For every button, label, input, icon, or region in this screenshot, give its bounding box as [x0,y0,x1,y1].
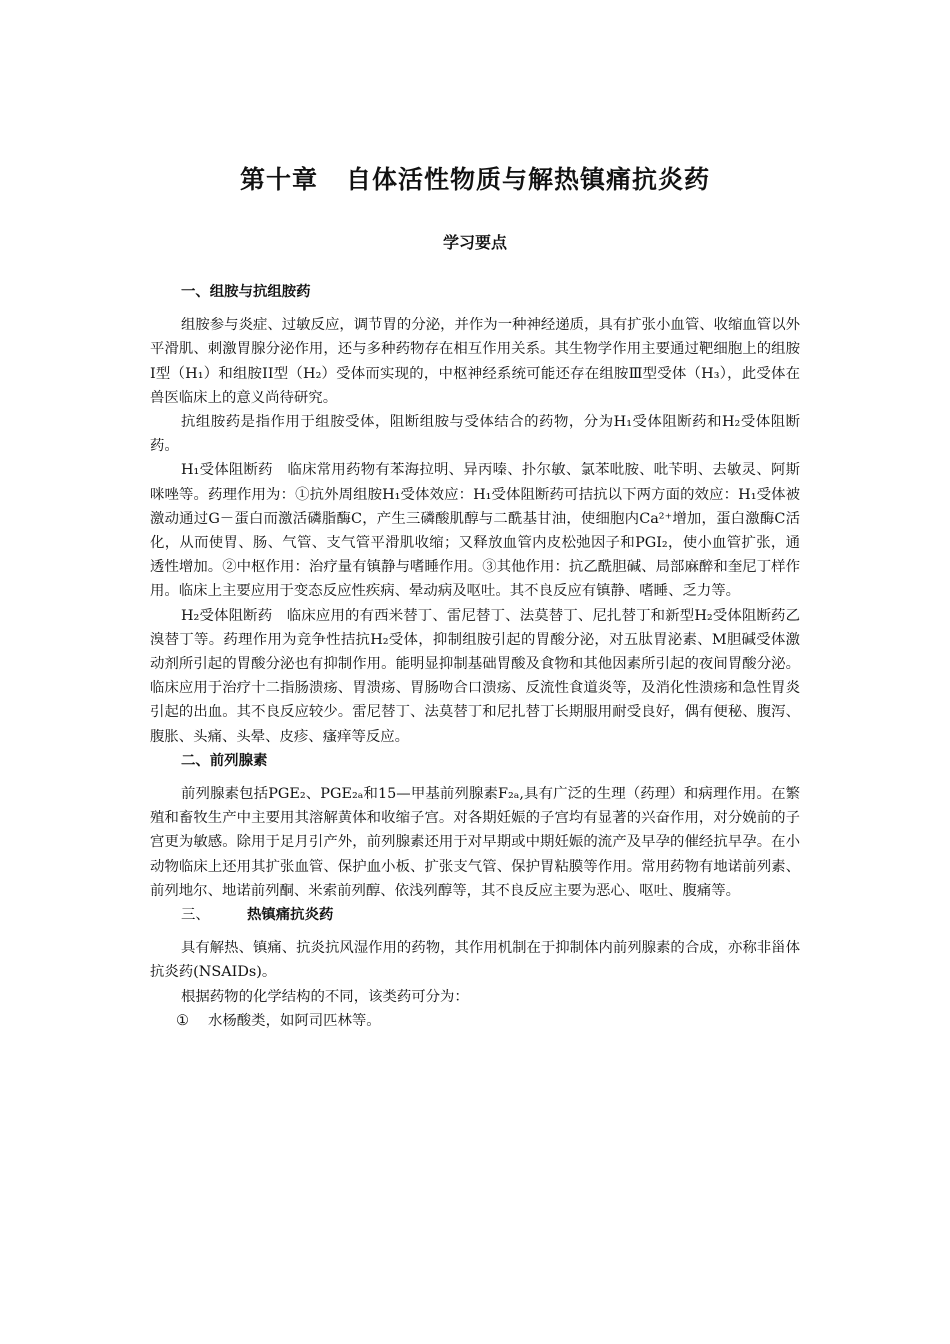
paragraph: 前列腺素包括PGE₂、PGE₂ₐ和15—甲基前列腺素F₂ₐ,具有广泛的生理（药理）和病理作用。在繁殖和畜牧生产中主要用其溶解黄体和收缩子宫。对各期妊娠的子宫均有显著的兴奋作用，对分娩前的子宫更为敏感。除用于足月引产外，前列腺素还用于对早期或中期妊娠的流产及早孕的催经抗早孕。在小动物临床上还用其扩张血管、保护血小板、扩张支气管、保护胃粘膜等作用。常用药物有地诺前列素、前列地尔、地诺前列酮、米索前列醇、依浅列醇等，其不良反应主要为恶心、呕吐、腹痛等。 [150,786,800,899]
paragraph: 根据药物的化学结构的不同，该类药可分为： [181,988,469,1005]
paragraph: H₂受体阻断药 临床应用的有西米替丁、雷尼替丁、法莫替丁、尼扎替丁和新型H₂受体阻断药乙溴替丁等。药理作用为竞争性拮抗H₂受体，抑制组胺引起的胃酸分泌，对五肽胃泌素、M胆碱受体激动剂所引起的胃酸分泌也有抑制作用。能明显抑制基础胃酸及食物和其他因素所引起的夜间胃酸分泌。临床应用于治疗十二指肠溃疡、胃溃疡、胃肠吻合口溃疡、反流性食道炎等，及消化性溃疡和急性胃炎引起的出血。其不良反应较少。雷尼替丁、法莫替丁和尼扎替丁长期服用耐受良好，偶有便秘、腹泻、腹胀、头痛、头晕、皮疹、瘙痒等反应。 [150,607,800,745]
section-heading-antipyretic [150,903,800,927]
section-number: 三、 [181,907,210,924]
paragraph: H₁受体阻断药 临床常用药物有苯海拉明、异丙嗪、扑尔敏、氯苯吡胺、吡苄明、去敏灵、阿斯咪唑等。药理作用为：①抗外周组胺H₁受体效应：H₁受体阻断药可拮抗以下两方面的效应：H₁受体被激动通过G－蛋白而激活磷脂酶C，产生三磷酸肌醇与二酰基甘油，使细胞内Ca²⁺增加，蛋白激酶C活化，从而使胃、肠、气管、支气管平滑肌收缩；又释放血管内皮松弛因子和PGI₂，使小血管扩张，通透性增加。②中枢作用：治疗量有镇静与嗜睡作用。③其他作用：抗乙酰胆碱、局部麻醉和奎尼丁样作用。临床上主要应用于变态反应性疾病、晕动病及呕吐。其不良反应有镇静、嗜睡、乏力等。 [150,462,800,600]
section-subtitle: 学习要点 [442,233,507,252]
list-item [150,1009,800,1033]
paragraph: 组胺参与炎症、过敏反应，调节胃的分泌，并作为一种神经递质，具有扩张小血管、收缩血管以外平滑肌、刺激胃腺分泌作用，还与多种药物存在相互作用关系。其生物学作用主要通过靶细胞上的组胺Ⅰ型（H₁）和组胺II型（H₂）受体而实现的，中枢神经系统可能还存在组胺Ⅲ型受体（H₃），此受体在兽医临床上的意义尚待研究。 [150,317,800,406]
chapter-number: 第十章 [239,165,318,194]
section-heading-histamine: 一、组胺与抗组胺药 [181,284,311,300]
section-heading-text: 热镇痛抗炎药 [247,907,334,924]
chapter-name: 自体活性物质与解热镇痛抗炎药 [346,165,711,194]
chapter-title [0,160,950,196]
paragraph: 具有解热、镇痛、抗炎抗风湿作用的药物，其作用机制在于抑制体内前列腺素的合成，亦称非甾体抗炎药(NSAIDs)。 [150,940,800,981]
document-body [150,280,800,1033]
list-marker: ① [176,1012,189,1029]
list-item-text: 水杨酸类，如阿司匹林等。 [208,1012,381,1029]
paragraph: 抗组胺药是指作用于组胺受体，阻断组胺与受体结合的药物，分为H₁受体阻断药和H₂受体阻断药。 [150,414,800,455]
section-heading-prostaglandin: 二、前列腺素 [181,752,268,769]
